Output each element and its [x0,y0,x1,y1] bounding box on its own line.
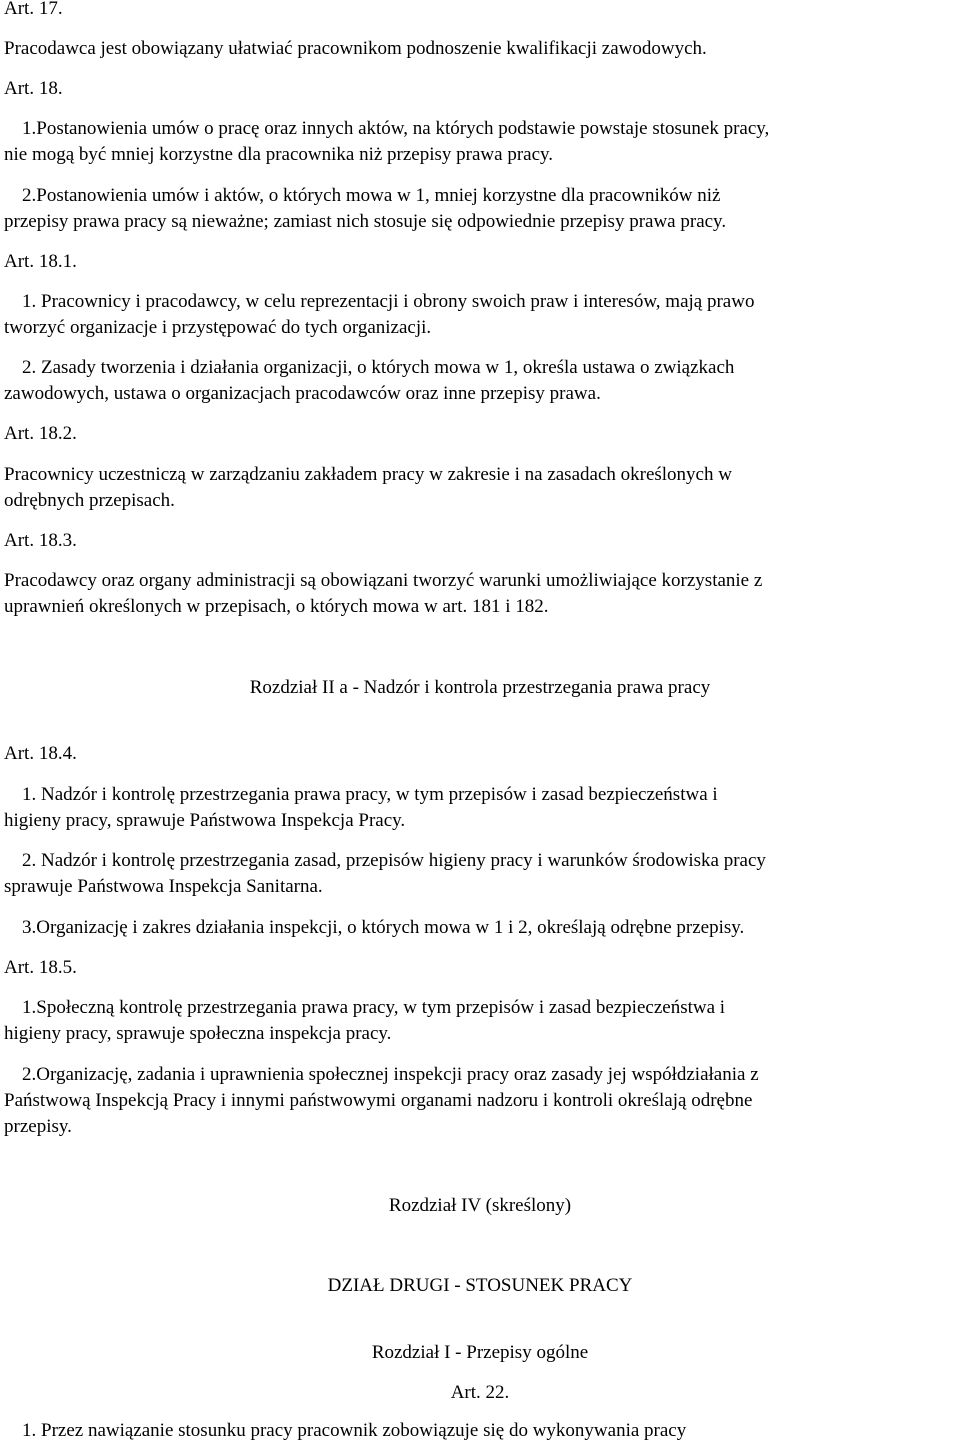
art-22-heading: Art. 22. [450,1382,510,1403]
art-17-heading: Art. 17. [4,0,63,19]
art-18-1-p2-line1: 2. Zasady tworzenia i działania organizacji, o których mowa w 1, określa ustawa o związkach [22,357,735,378]
art-18-heading: Art. 18. [4,78,63,99]
art-18-4-p1-line2: higieny pracy, sprawuje Państwowa Inspekcja Pracy. [4,810,406,831]
chapter-2a-heading: Rozdział II a - Nadzór i kontrola przestrzegania prawa pracy [249,677,711,698]
art-18-5-p2-line2: Państwową Inspekcją Pracy i innymi państwowymi organami nadzoru i kontroli określają odrębne [4,1090,753,1111]
art-18-1-p1-line2: tworzyć organizacje i przystępować do tych organizacji. [4,317,432,338]
division-2-heading: DZIAŁ DRUGI - STOSUNEK PRACY [327,1275,633,1296]
art-18-2-line2: odrębnych przepisach. [4,490,175,511]
art-18-4-p2-line2: sprawuje Państwowa Inspekcja Sanitarna. [4,876,323,897]
art-18-3-line1: Pracodawcy oraz organy administracji są obowiązani tworzyć warunki umożliwiające korzystanie z [4,570,763,591]
art-18-4-p3: 3.Organizację i zakres działania inspekcji, o których mowa w 1 i 2, określają odrębne przepisy. [22,917,745,938]
art-18-1-p2-line2: zawodowych, ustawa o organizacjach pracodawców oraz inne przepisy prawa. [4,383,601,404]
art-18-5-p2-line1: 2.Organizację, zadania i uprawnienia społecznej inspekcji pracy oraz zasady jej współdziałania z [22,1064,759,1085]
art-18-3-heading: Art. 18.3. [4,530,77,551]
art-22-p1: 1. Przez nawiązanie stosunku pracy pracownik zobowiązuje się do wykonywania pracy [22,1420,687,1441]
art-18-p2-line2: przepisy prawa pracy są nieważne; zamiast nich stosuje się odpowiednie przepisy prawa pracy. [4,211,727,232]
art-18-1-p1-line1: 1. Pracownicy i pracodawcy, w celu reprezentacji i obrony swoich praw i interesów, mają prawo [22,291,755,312]
art-18-2-line1: Pracownicy uczestniczą w zarządzaniu zakładem pracy w zakresie i na zasadach określonych w [4,464,732,485]
art-18-5-p2-line3: przepisy. [4,1116,72,1137]
art-18-4-p1-line1: 1. Nadzór i kontrolę przestrzegania prawa pracy, w tym przepisów i zasad bezpieczeństwa i [22,784,718,805]
art-18-5-p1-line1: 1.Społeczną kontrolę przestrzegania prawa pracy, w tym przepisów i zasad bezpieczeństwa i [22,997,726,1018]
art-18-1-heading: Art. 18.1. [4,251,77,272]
chapter-4-heading: Rozdział IV (skreślony) [388,1195,572,1216]
art-18-4-p2-line1: 2. Nadzór i kontrolę przestrzegania zasad, przepisów higieny pracy i warunków środowiska pracy [22,850,766,871]
chapter-1-heading: Rozdział I - Przepisy ogólne [371,1342,589,1363]
art-18-5-p1-line2: higieny pracy, sprawuje społeczna inspekcja pracy. [4,1023,392,1044]
art-18-3-line2: uprawnień określonych w przepisach, o których mowa w art. 181 i 182. [4,596,549,617]
art-18-p1-line1: 1.Postanowienia umów o pracę oraz innych aktów, na których podstawie powstaje stosunek pracy, [22,118,770,139]
art-18-p1-line2: nie mogą być mniej korzystne dla pracownika niż przepisy prawa pracy. [4,144,554,165]
art-17-text: Pracodawca jest obowiązany ułatwiać pracownikom podnoszenie kwalifikacji zawodowych. [4,38,707,59]
art-18-4-heading: Art. 18.4. [4,743,77,764]
art-18-5-heading: Art. 18.5. [4,957,77,978]
art-18-2-heading: Art. 18.2. [4,423,77,444]
art-18-p2-line1: 2.Postanowienia umów i aktów, o których mowa w 1, mniej korzystne dla pracowników niż [22,185,721,206]
